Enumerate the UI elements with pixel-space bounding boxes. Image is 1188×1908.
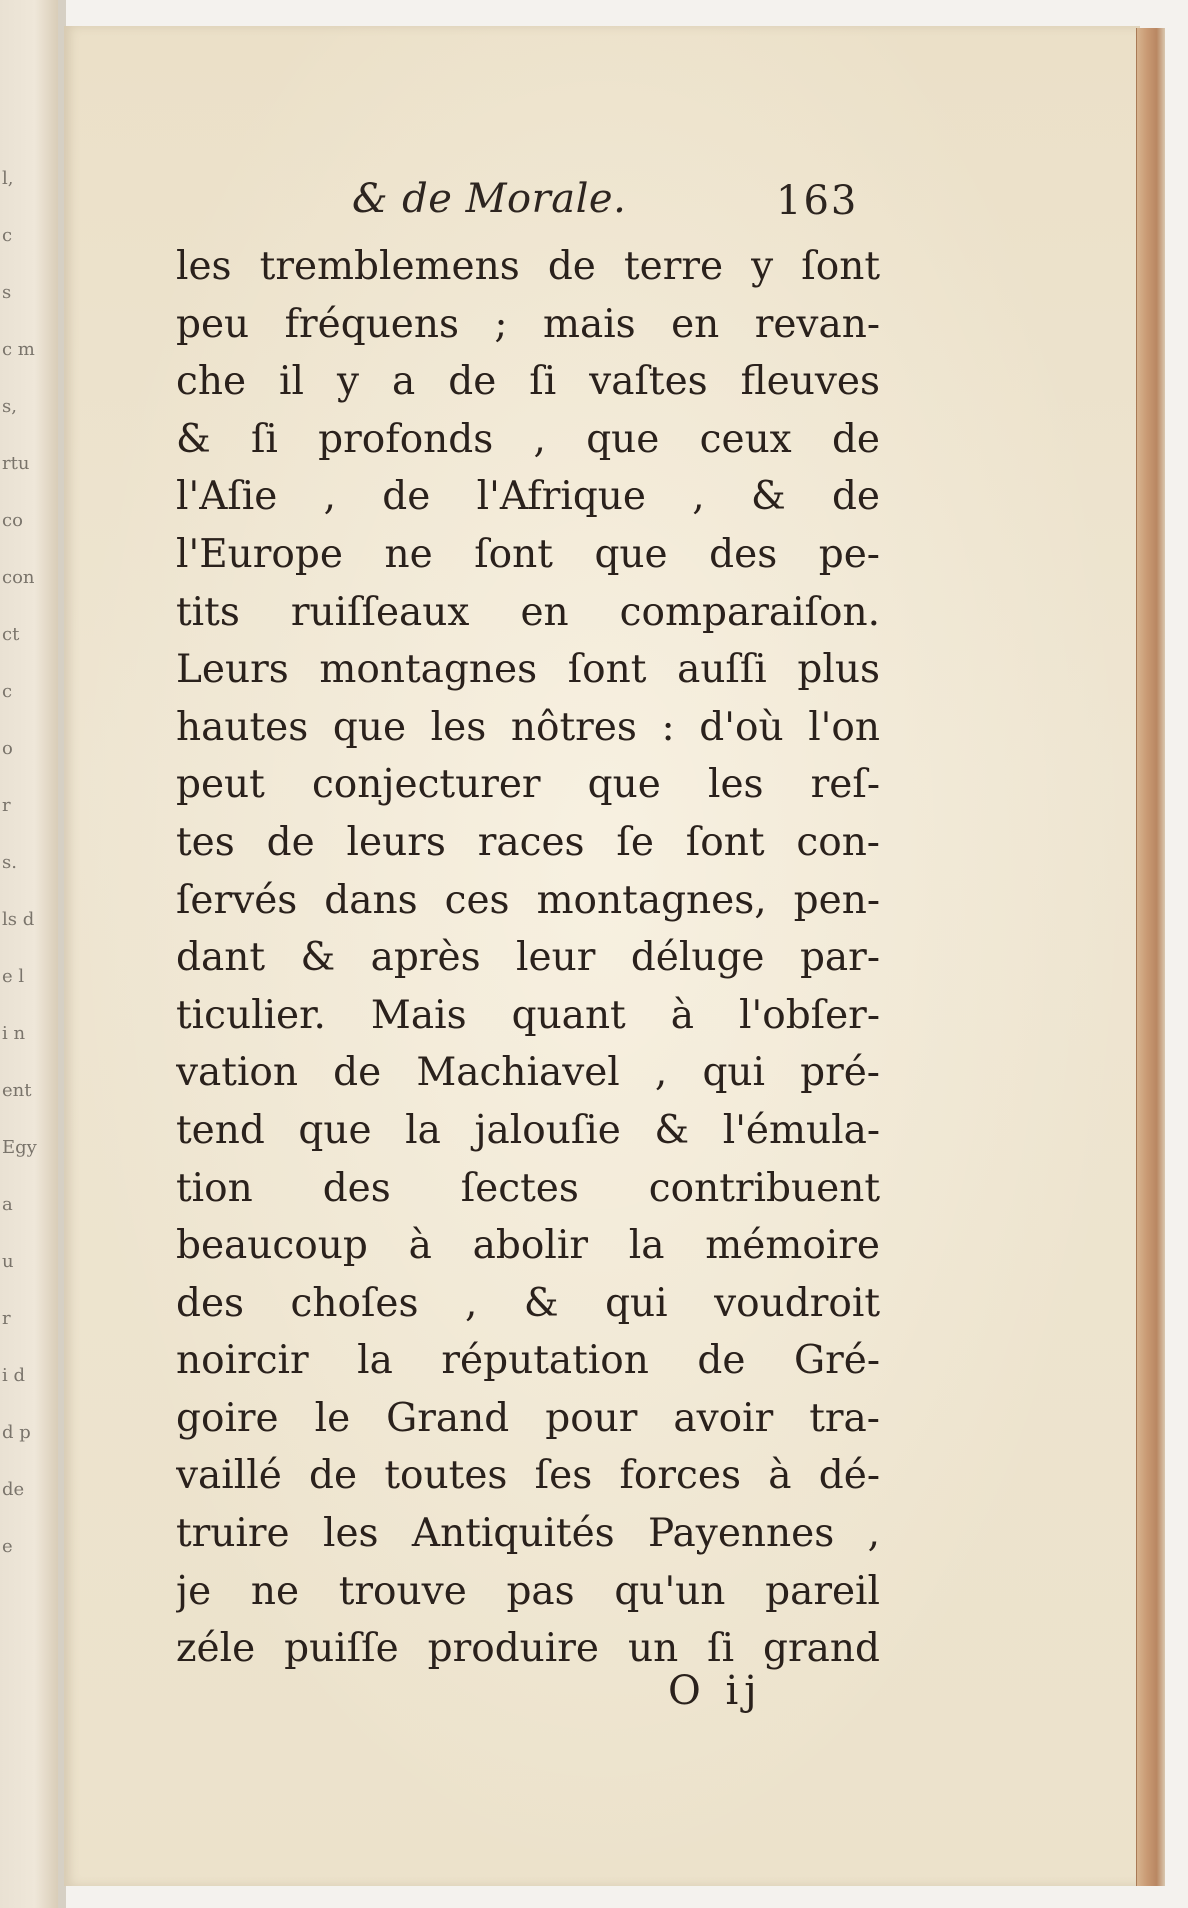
text-line: peut conjecturer que les reſ-	[176, 762, 880, 808]
previous-page-fragment: Egy	[2, 1137, 37, 1158]
previous-page-fragment: ct	[2, 624, 20, 645]
text-line: peu fréquens ; mais en revan-	[176, 301, 880, 347]
previous-page-fragment: ent	[2, 1080, 32, 1101]
text-line: ſervés dans ces montagnes, pen-	[176, 877, 880, 923]
ampersand-ornament: &	[352, 176, 389, 222]
running-head	[352, 176, 626, 222]
text-line: ticulier. Mais quant à l'obſer-	[176, 992, 880, 1038]
text-line: des choſes , & qui voudroit	[176, 1280, 880, 1326]
previous-page-fragment: s	[2, 282, 12, 303]
previous-page-fragment: s.	[2, 852, 17, 873]
text-line: che il y a de ſi vaſtes fleuves	[176, 359, 880, 405]
text-line: Leurs montagnes ſont auſſi plus	[176, 647, 880, 693]
previous-page-fragment: de	[2, 1479, 25, 1500]
book-page	[64, 26, 1140, 1886]
text-line: vaillé de toutes ſes forces à dé-	[176, 1453, 880, 1499]
previous-page-fragment: d p	[2, 1422, 31, 1443]
previous-page-text	[2, 150, 58, 1575]
previous-page-fragment: s,	[2, 396, 17, 417]
page-number: 163	[776, 178, 859, 224]
text-line: zéle puiſſe produire un ſi grand	[176, 1626, 880, 1672]
text-line: l'Aſie , de l'Afrique , & de	[176, 474, 880, 520]
page-fore-edge	[1136, 28, 1165, 1886]
text-line: hautes que les nôtres : d'où l'on	[176, 704, 880, 750]
previous-page-fragment: con	[2, 567, 35, 588]
previous-page-fragment: c	[2, 225, 13, 246]
text-line: les tremblemens de terre y ſont	[176, 244, 880, 289]
previous-page-fragment: e	[2, 1536, 13, 1557]
text-line: truire les Antiquités Payennes ,	[176, 1511, 880, 1557]
page-header	[64, 176, 1140, 236]
previous-page-fragment: c	[2, 681, 13, 702]
text-line: tion des ſectes contribuent	[176, 1165, 880, 1211]
text-line: vation de Machiavel , qui pré-	[176, 1050, 880, 1096]
previous-page-fragment: r	[2, 1308, 11, 1329]
previous-page-fragment: i n	[2, 1023, 26, 1044]
previous-page-fragment: e l	[2, 966, 25, 987]
previous-page-edge	[0, 0, 59, 1908]
previous-page-fragment: rtu	[2, 453, 30, 474]
previous-page-fragment: i d	[2, 1365, 26, 1386]
text-line: tend que la jalouſie & l'émula-	[176, 1107, 880, 1153]
text-line: & ſi profonds , que ceux de	[176, 416, 880, 462]
text-line: dant & après leur déluge par-	[176, 935, 880, 981]
previous-page-fragment: o	[2, 738, 13, 759]
previous-page-fragment: ls d	[2, 909, 35, 930]
body-text	[176, 238, 880, 1678]
text-line: noircir la réputation de Gré-	[176, 1338, 880, 1384]
text-line: l'Europe ne ſont que des pe-	[176, 531, 880, 577]
text-line: tes de leurs races ſe ſont con-	[176, 819, 880, 865]
previous-page-fragment: co	[2, 510, 23, 531]
text-line: tits ruiſſeaux en comparaiſon.	[176, 589, 880, 635]
previous-page-fragment: l,	[2, 168, 14, 189]
previous-page-fragment: r	[2, 795, 11, 816]
signature-mark: O ij	[668, 1668, 763, 1714]
previous-page-fragment: c m	[2, 339, 35, 360]
previous-page-fragment: u	[2, 1251, 14, 1272]
previous-page-fragment: a	[2, 1194, 13, 1215]
text-line: je ne trouve pas qu'un pareil	[176, 1568, 880, 1614]
text-line: beaucoup à abolir la mémoire	[176, 1223, 880, 1269]
running-head-title: de Morale.	[402, 176, 627, 222]
text-line: goire le Grand pour avoir tra-	[176, 1395, 880, 1441]
